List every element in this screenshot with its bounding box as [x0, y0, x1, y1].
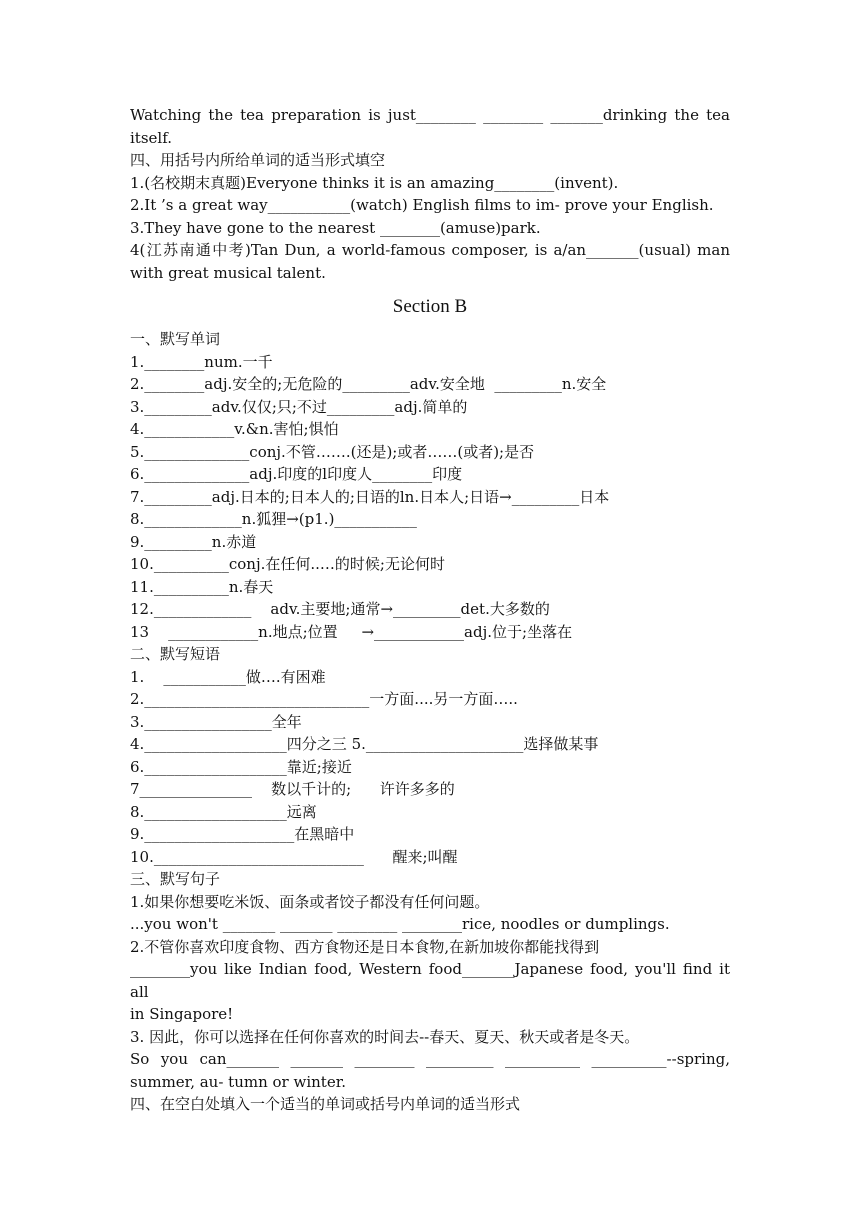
word-item: 10.__________conj.在任何..…的时候;无论何时 — [130, 555, 445, 573]
section-title: 四、用括号内所给单词的适当形式填空 — [130, 151, 386, 169]
word-item: 8._____________n.狐狸→(p1.)___________ — [130, 510, 417, 528]
phrase-item: 9.____________________在黑暗中 — [130, 825, 355, 843]
sentence-chinese: 3. 因此，你可以选择在任何你喜欢的时间去--春天、夏天、秋天或者是冬天。 — [130, 1027, 640, 1046]
phrase-item: 7_______________ 数以千计的; 许许多多的 — [130, 780, 455, 798]
text-line: itself. — [130, 128, 172, 147]
exercise-item: 2.It ’s a great way___________(watch) English films to im- prove your English. — [130, 196, 714, 214]
text-line: Watching the tea preparation is just________ ________ _______drinking the tea — [130, 106, 730, 124]
word-item: 6.______________adj.印度的l印度人________印度 — [130, 465, 463, 483]
section-title: 三、默写句子 — [130, 870, 221, 888]
section-heading: Section B — [392, 296, 468, 317]
phrase-item: 1. ___________做….有困难 — [130, 667, 326, 686]
exercise-item: 3.They have gone to the nearest ________(amuse)park. — [130, 218, 541, 237]
sentence-chinese: 2.不管你喜欢印度食物、西方食物还是日本食物,在新加坡你都能找得到 — [130, 937, 600, 956]
word-item: 1.________num.一千 — [130, 352, 273, 371]
phrase-item: 10.____________________________ 醒来;叫醒 — [130, 847, 458, 866]
word-item: 9._________n.赤道 — [130, 532, 257, 551]
word-item: 11.__________n.春天 — [130, 577, 274, 596]
section-title: 二、默写短语 — [130, 645, 221, 663]
sentence-english: So you can_______ _______ ________ _________ __________ __________--spring, — [130, 1050, 730, 1068]
section-title: 四、在空白处填入一个适当的单词或括号内单词的适当形式 — [130, 1095, 521, 1113]
word-item: 12._____________ adv.主要地;通常→_________det.大多数的 — [130, 600, 550, 618]
phrase-item: 4.___________________四分之三 5._____________________选择做某事 — [130, 735, 599, 753]
sentence-english: summer, au- tumn or winter. — [130, 1072, 346, 1091]
phrase-item: 8.___________________远离 — [130, 802, 317, 821]
sentence-chinese: 1.如果你想要吃米饭、面条或者饺子都没有任何问题。 — [130, 892, 490, 911]
phrase-item: 3._________________全年 — [130, 712, 302, 731]
word-item: 2.________adj.安全的;无危险的_________adv.安全地 _________n.安全 — [130, 375, 607, 393]
sentence-english: ________you like Indian food, Western food_______Japanese food, you'll find it all — [130, 960, 730, 1001]
word-item: 3._________adv.仅仅;只;不过_________adj.简单的 — [130, 397, 468, 416]
word-item: 7._________adj.日本的;日本人的;日语的ln.日本人;日语→_________日本 — [130, 487, 610, 506]
document-page — [130, 104, 730, 1116]
section-title: 一、默写单词 — [130, 330, 221, 348]
exercise-item: 1.(名校期末真题)Everyone thinks it is an amazing________(invent). — [130, 173, 619, 192]
exercise-item: 4(江苏南通中考)Tan Dun, a world-famous composer, is a/an_______(usual) man — [130, 241, 730, 259]
word-item: 4.____________v.&n.害怕;惧怕 — [130, 420, 339, 438]
exercise-item: with great musical talent. — [130, 263, 326, 282]
sentence-english: in Singapore! — [130, 1005, 234, 1023]
word-item: 13 ____________n.地点;位置 →____________adj.位于;坐落在 — [130, 622, 573, 641]
word-item: 5.______________conj.不管…….(还是);或者……(或者);是否 — [130, 442, 535, 461]
phrase-item: 2.______________________________一方面....另一方面….. — [130, 690, 518, 708]
sentence-english: ...you won't _______ _______ ________ ________rice, noodles or dumplings. — [130, 915, 670, 933]
phrase-item: 6.___________________靠近;接近 — [130, 757, 352, 776]
